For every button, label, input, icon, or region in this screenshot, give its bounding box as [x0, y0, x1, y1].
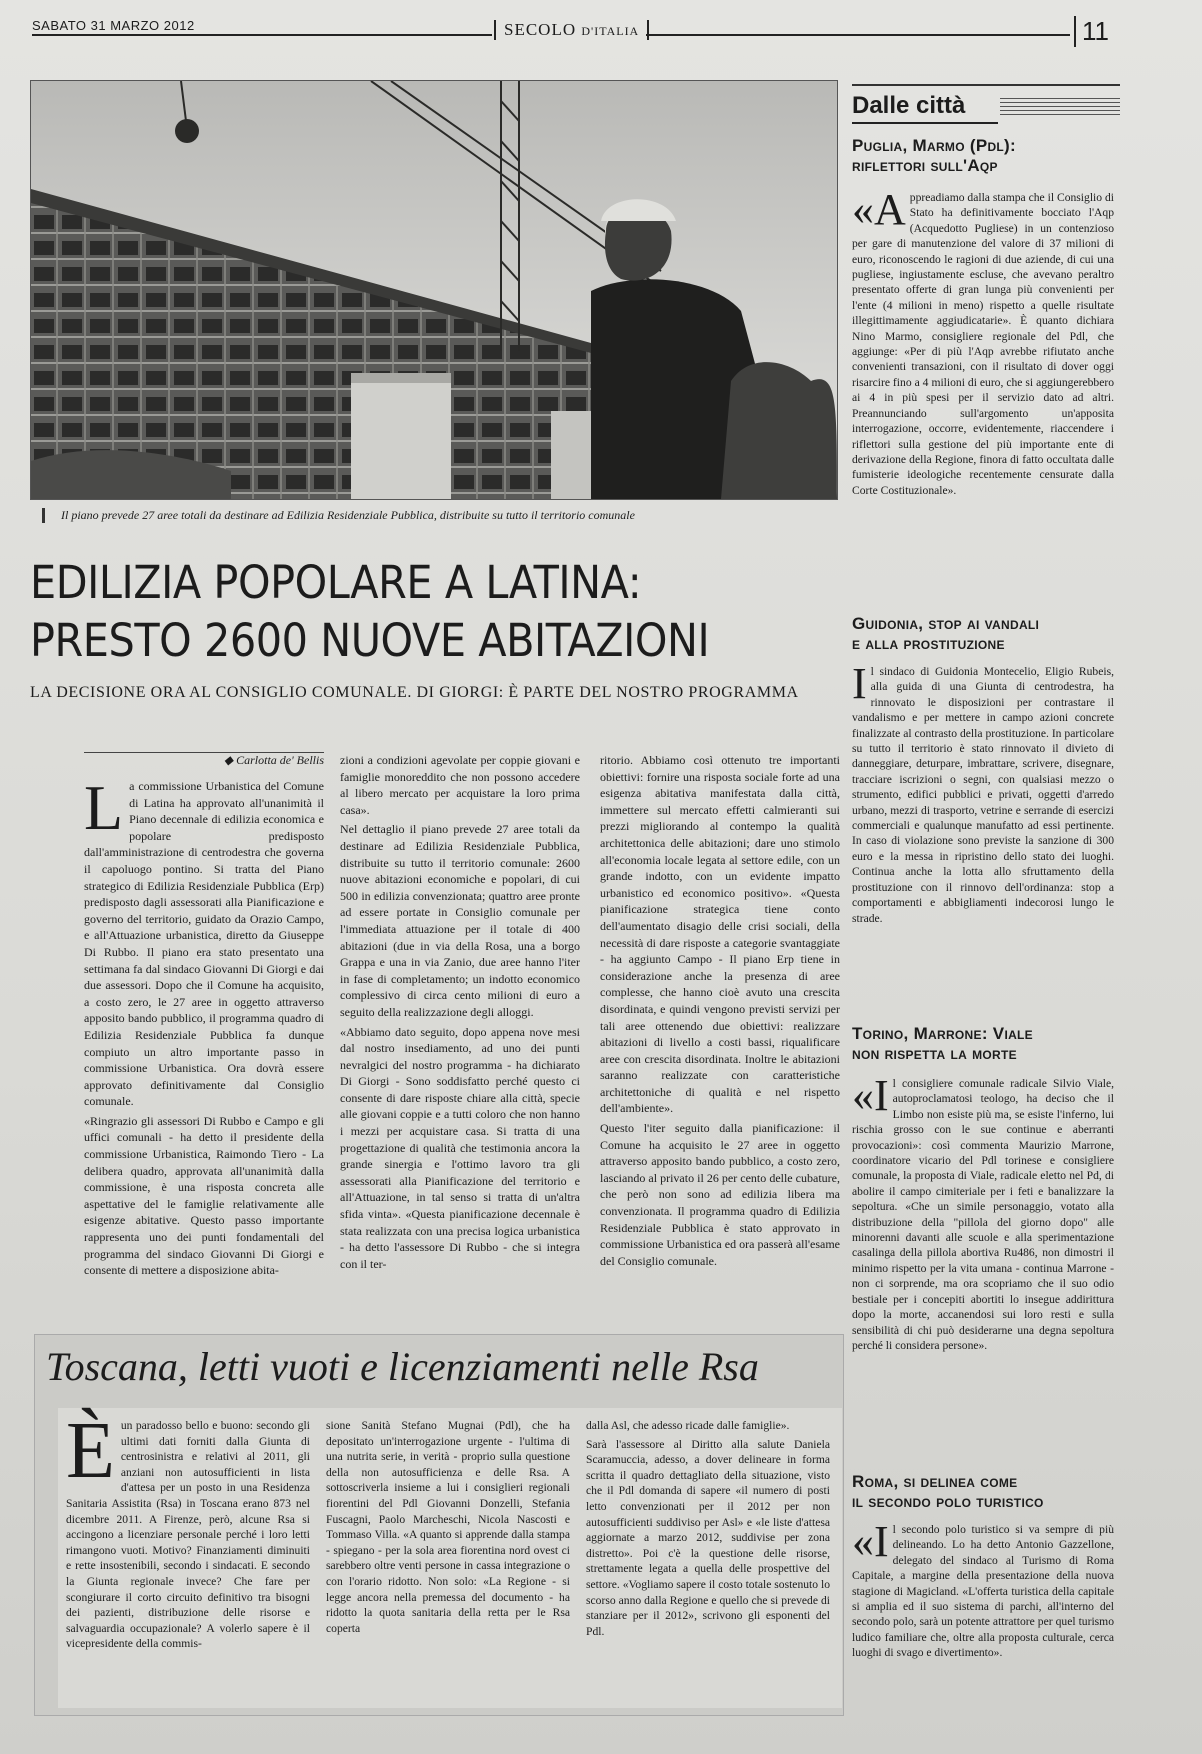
publication-sub: D'ITALIA — [581, 24, 640, 38]
toscana-column-1 — [66, 1407, 310, 1655]
sidebar-item-1-text: ppreadiamo dalla stampa che il Consiglio di Stato ha definitivamente bocciato l'Aqp (Acquedotto Pugliese) in un contenzioso per gare di manutenzione del valore di 37 milioni di euro, riconoscendo le ragioni di due aziende, di cui una pugliese, ingiustamente escluse, che avevano peraltro presentato offerte di gran lunga più convenienti per l'ente (4 milioni in meno) rispetto a quelle risultate illegittimamente aggiudicatarie». È quanto dichiara Nino Marmo, consigliere regionale del Pdl, che aggiunge: «Per di più l'Aqp avrebbe rifiutato anche convenienti transazioni, con il risultato di dover oggi risarcire fino a 4 milioni di euro, che si aggiungerebbero ai 4 in più spesi per il servizio dato ad altri. Preannunciando sull'argomento un'apposita interrogazione, occorre, evidentemente, riaccendere i riflettori sulla gestione del più importante ente di derivazione della Regione, finora di fatto occultata dalle fumisterie ideologiche recentemente censurate dalla Corte Costituzionale». — [852, 191, 1114, 497]
header-rule-left — [32, 34, 492, 36]
article-col2-text: zioni a condizioni agevolate per coppie giovani e famiglie monoreddito che non possono accedere al libero mercato per acquistare la loro prima casa». — [340, 753, 580, 817]
sidebar-item-1-body — [852, 185, 1114, 498]
sidebar-item-4-lead: «I — [852, 1517, 889, 1566]
sidebar-title-decoration — [1000, 98, 1120, 118]
toscana-col1-text: un paradosso bello e buono: secondo gli ultimi dati forniti dalla Giunta di centrosinistra e relativi al 2011, gli anziani non autosufficienti in lista d'attesa per un posto in una Residenza Sanitaria Assistita (Rsa) in Toscana erano 873 nel dicembre 2011. A Firenze, però, alcune Rsa si accingono a licenziare personale perché i loro letti rimangono vuoti. Motivo? Finanziamenti diminuiti e rette insostenibili, secondo i sindacati. E secondo la Giunta regionale invece? Che fare per scongiurare il corto circuito definitivo tra bisogni dei pazienti, distribuzione delle risorse e salvaguardia occupazionale? A volerlo sapere è il vicepresidente della commis- — [66, 1419, 310, 1651]
toscana-title: Toscana, letti vuoti e licenziamenti nelle Rsa — [46, 1344, 759, 1389]
toscana-col3b-text: Sarà l'assessore al Diritto alla salute Daniela Scaramuccia, adesso, a dover delineare in forma scritta il quadro dettagliato della situazione, visto che il Pdl domanda di sapere «il numero di posti letto convenzionati per il 2012 per non autosufficienti suddiviso per Asl» e «le liste d'attesa aggiornate a marzo 2012, suddivise per zona distretto». Poi c'è la questione delle risorse, strettamente legata a quella delle prospettive del settore. «Vogliamo sapere il costo totale sostenuto lo scorso anno dalla Regione e quello che si prevede di stanziare per il 2012», scrivono gli esponenti del Pdl. — [586, 1437, 830, 1638]
publication-main: SECOLO — [504, 20, 577, 39]
article-subhead: LA DECISIONE ORA AL CONSIGLIO COMUNALE. DI GIORGI: È PARTE DEL NOSTRO PROGRAMMA — [30, 684, 799, 701]
sidebar-item-2-head2: e alla prostituzione — [852, 634, 1005, 653]
toscana-col3-text: dalla Asl, che adesso ricade dalle famiglie». — [586, 1419, 790, 1432]
article-col2c-text: «Abbiamo dato seguito, dopo appena nove mesi dal nostro insediamento, ad uno dei punti nevralgici del nostro programma - ha dichiarato Di Giorgi - Sono soddisfatto perché questo ci consente di dare risposte chiare alla città, specie alle giovani coppie e a tutti coloro che non hanno i mezzi per acquistare casa. Si tratta di una progettazione di qualità che testimonia ancora la grande sinergia e l'ottimo lavoro tra gli assessorati alla Pianificazione del territorio e all'Attuazione, in tal senso si tratta di un'altra sfida vinta». «Questa pianificazione decennale è stata realizzata con una precisa logica urbanistica - ha detto l'assessore Di Rubbo - che si integra con il ter- — [340, 1024, 580, 1271]
header-rule-right — [646, 34, 1070, 36]
sidebar-item-4-text: l secondo polo turistico si va sempre di più delineando. Lo ha detto Antonio Gazzellone, delegato del sindaco al Turismo di Roma Capitale, a margine della presentazione della nuova stagione di Magicland. «L'offerta turistica della capitale si amplia ed il suo sistema di parchi, all'interno del secondo polo, sarà un potente attrattore per quel turismo ludico familiare che, oltre alla proposta culturale, cerca luoghi di svago e divertimento». — [852, 1523, 1114, 1660]
sidebar-item-4-head1: Roma, si delinea come — [852, 1472, 1018, 1491]
construction-photo-illustration — [31, 81, 837, 499]
sidebar-item-1-head2: riflettori sull'Aqp — [852, 156, 998, 175]
article-column-1 — [84, 772, 324, 1282]
sidebar-item-3-lead: «I — [852, 1071, 889, 1120]
sidebar-title: Dalle città — [852, 92, 998, 124]
article-col2b-text: Nel dettaglio il piano prevede 27 aree totali da destinare ad Edilizia Residenziale Pubblica, distribuite su tutto il territorio comunale: 2600 nuove abitazioni economiche e popolari, di cui 500 in edilizia convenzionata; quattro aree pronte ad essere portate in Consiglio comunale per l'immediata attuazione per il totale di 400 abitazioni (due in via della Rosa, una a borgo Grappa e una in via Zanio, due aree hanno l'iter in fase di completamento; un indotto economico complessivo di circa cento milioni di euro a seguito della realizzazione degli alloggi. — [340, 822, 580, 1019]
sidebar-item-1-headline — [852, 136, 1016, 176]
sidebar-item-4-head2: il secondo polo turistico — [852, 1492, 1044, 1511]
toscana-column-2 — [326, 1418, 570, 1639]
header-publication — [494, 20, 649, 40]
toscana-col2-text: sione Sanità Stefano Mugnai (Pdl), che ha depositato un'interrogazione urgente - l'ultima di una nutrita serie, in verità - proprio sulla questione della non autosufficienza e delle Rsa. A sottoscriverla insieme a lui i consiglieri regionali fiorentini del Pdl Giovanni Donzelli, Stefania Fuscagni, Paolo Marcheschi, Nicola Nascosti e Tommaso Villa. «A quanto si apprende dalla stampa - spiegano - per la sola area fiorentina nord ovest ci sarebbero oltre venti persone in cassa integrazione o con l'orario ridotto. Non solo: «La Regione - si legge ancora nella premessa del documento - ha ridotto la quota sanitaria della retta per le Rsa coperta — [326, 1419, 570, 1635]
toscana-dropcap: È — [66, 1407, 115, 1495]
article-col1-text: a commissione Urbanistica del Comune di Latina ha approvato all'unanimità il Piano decennale di edilizia economica e popolare predisposto dall'amministrazione di centrodestra che governa il capoluogo pontino. Si tratta del Piano strategico di Edilizia Residenziale Pubblica (Erp) predisposto dagli assessorati alla Pianificazione e governo del territorio, guidato da Orazio Campo, e all'Attuazione urbanistica, diretto da Giuseppe Di Rubbo. Il piano era stato presentato una settimana fa dal sindaco Giovanni Di Giorgi e dai due assessori. Dopo che il Comune ha acquisito, a costo zero, le 27 aree in oggetto attraverso apposito bando pubblico, il programma quadro di Edilizia Residenziale Pubblica fa dunque compiuto un altro importante passo in commissione Urbanistica. Ora dovrà essere approvato definitivamente dal Consiglio comunale. — [84, 779, 324, 1109]
sidebar-item-3-body — [852, 1071, 1114, 1353]
sidebar-item-3-text: l consigliere comunale radicale Silvio Viale, autoproclamatosi teologo, ha deciso che il Limbo non esiste più ma, se esiste l'inferno, lui rischia grosso con le sue continue e aberranti provocazioni»: così commenta Maurizio Marrone, coordinatore vicario del Pdl torinese e consigliere comunale, la proposta di Viale, radicale eletto nel Pd, di abolire il campo cimiteriale per i feti e banalizzare la sepoltura. «Che un simile personaggio, votato alla distribuzione della "pillola del giorno dopo" alle minorenni davanti alle scuole e alla sperimentazione casalinga della pillola abortiva Ru486, non dimostri il minimo rispetto per la vita umana - continua Marrone - non ci sorprende, ma ora scopriamo che il suo odio bestiale per i concepiti abortiti lo insegue addirittura dopo la morte, accanendosi sui loro resti e sulla sensibilità di chi può desiderarne una degna sepoltura perché li considera persone». — [852, 1077, 1114, 1352]
article-col1b-text: «Ringrazio gli assessori Di Rubbo e Campo e gli uffici comunali - ha detto il presidente della commissione Urbanistica, Raimondo Tiero - La delibera quadro, approvata all'unanimità dalla commissione, è una risposta concreta alle aspettative del le famiglie relativamente alle esigenze abitative. Questo passo importante rappresenta uno dei punti fondamentali del programma del sindaco Giovanni Di Giorgi e consente di mettere a disposizione abita- — [84, 1113, 324, 1278]
sidebar-item-1-lead: «A — [852, 185, 906, 234]
headline-line-1: EDILIZIA POPOLARE A LATINA: — [30, 556, 642, 609]
article-headline — [30, 554, 775, 670]
header-date: SABATO 31 MARZO 2012 — [32, 18, 195, 33]
sidebar-item-3-head1: Torino, Marrone: Viale — [852, 1024, 1033, 1043]
sidebar-top-rule — [852, 84, 1120, 86]
sidebar-item-4-headline — [852, 1472, 1044, 1512]
sidebar-item-2-text: l sindaco di Guidonia Montecelio, Eligio Rubeis, alla guida di una Giunta di centrodestra, ha rinnovato le disposizioni per contrastare il vandalismo e per mettere in campo azioni concrete finalizzate al contrasto della prostituzione. In particolare su tutto il territorio è stato rinnovato il divieto di danneggiare, deturpare, imbrattare, scrivere, disegnare, tracciare iscrizioni o segni, con qualsiasi mezzo o strumento, edifici pubblici e privati, oggetti d'arredo urbano, mezzi di trasporto, vetrine e serrande di esercizi commerciali e qualunque manufatto ad essi pertinente. In caso di violazione sono previste la sanzione di 300 euro e la messa in ripristino dello stato dei luoghi. Continua anche la lotta allo sfruttamento della prostituzione con il rinnovo dell'ordinanza: stop a comportamenti e abbigliamenti indecorosi lungo le strade. — [852, 665, 1114, 925]
article-column-2 — [340, 752, 580, 1275]
article-col3-text: ritorio. Abbiamo così ottenuto tre importanti obiettivi: fornire una risposta sociale forte ad una esigenza abitativa manifestata dalla città, immettere sul mercato effetti calmieranti sui prezzi migliorando al contempo la qualità architettonica delle abitazioni; dare uno stimolo all'economia locale legata al settore edile, con un grande indotto, con un evidente impatto urbanistico ed economico positivo». «Questa pianificazione strategica tiene conto dell'aumentato disagio delle crisi sociali, della necessità di dare risposte a categorie svantaggiate - ha aggiunto Campo - Il piano Erp tiene in considerazione anche la presenza di aree complesse, che hanno cioè avuto una crescita disordinata, e quindi vengono previsti servizi per tali aree ottenendo due obiettivi: realizzare abitazioni di livello a costi bassi, riqualificare aree con crescita disordinata. Inoltre le abitazioni saranno realizzate con caratteristiche architettoniche di qualità e nel rispetto dell'ambiente». — [600, 753, 840, 1116]
article-column-3 — [600, 752, 840, 1272]
article-col3b-text: Questo l'iter seguito dalla pianificazione: il Comune ha acquisito le 27 aree in oggetto attraverso apposito bando pubblico, a costo zero, lasciando al privato il 26 per cento delle cubature, che però non sono ad edilizia libera ma convenzionata. Il programma quadro di Edilizia Residenziale Pubblica è stato approvato in commissione Urbanistica ed ora passerà all'esame del Consiglio comunale. — [600, 1121, 840, 1268]
toscana-column-3 — [586, 1418, 830, 1642]
headline-line-2: PRESTO 2600 NUOVE ABITAZIONI — [30, 614, 710, 667]
article-dropcap: L — [84, 772, 124, 843]
article-photo — [30, 80, 838, 500]
article-byline: ◆ Carlotta de' Bellis — [84, 752, 324, 768]
sidebar-item-3-headline — [852, 1024, 1033, 1064]
sidebar-item-1-head1: Puglia, Marmo (Pdl): — [852, 136, 1016, 155]
sidebar-item-2-headline — [852, 614, 1039, 654]
sidebar-item-3-head2: non rispetta la morte — [852, 1044, 1017, 1063]
sidebar-item-2-lead: I — [852, 659, 867, 708]
photo-caption: Il piano prevede 27 aree totali da destinare ad Edilizia Residenziale Pubblica, distribuite su tutto il territorio comunale — [42, 508, 851, 523]
sidebar-item-2-head1: Guidonia, stop ai vandali — [852, 614, 1040, 633]
sidebar-item-2-body — [852, 659, 1114, 926]
sidebar-item-4-body — [852, 1517, 1114, 1661]
page-number: 11 — [1074, 16, 1109, 47]
